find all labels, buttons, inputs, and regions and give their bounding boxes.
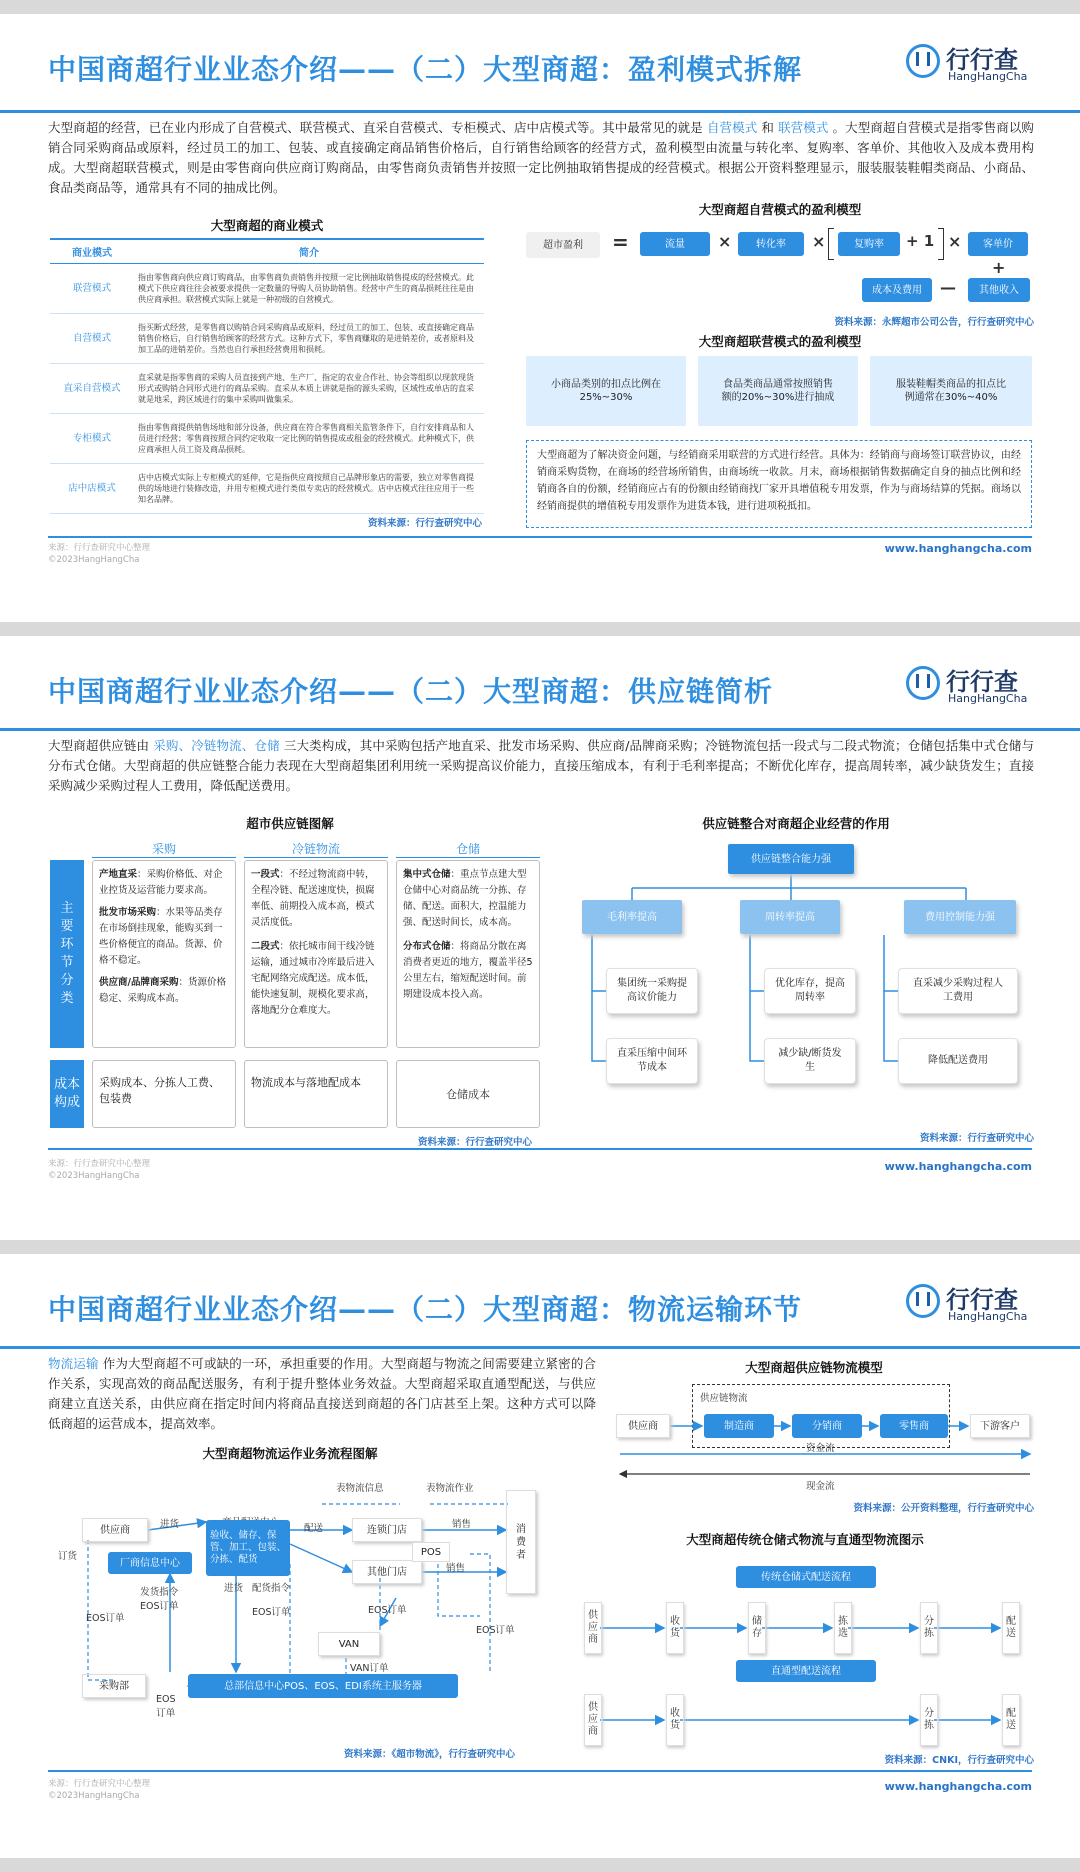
other-income-box: 其他收入	[968, 278, 1030, 302]
footer-rule	[48, 1770, 1032, 1772]
wh-step: 分拣	[920, 1602, 938, 1654]
footer-rule	[48, 1148, 1032, 1150]
intro-paragraph: 大型商超供应链由 采购、冷链物流、仓储 三大类构成，其中采购包括产地直采、批发市场采购、供应商/品牌商采购；冷链物流包括一段式与二段式物流；仓储包括集中式仓储与分布式仓储。大型商超的供应链整合能力表现在大型商超集团利用统一采购提高议价能力，直接压缩成本，有利于毛利率提高；不断优化库存，提高周转率，减少缺货发生；直接采购减少采购过程人工费用，降低配送费用。	[48, 738, 1034, 793]
joint-model-title: 大型商超联营模式的盈利模型	[698, 334, 862, 349]
mid-node: 周转率提高	[740, 900, 840, 934]
footer-rule	[48, 536, 1032, 538]
header-rule	[0, 110, 1080, 113]
footer-note: 来源：行行查研究中心整理 ©2023HangHangCha	[48, 1159, 151, 1181]
website-link[interactable]: www.hanghangcha.com	[884, 542, 1032, 555]
wh-step: 供应商	[584, 1602, 602, 1654]
footer-note: 来源：行行查研究中心整理 ©2023HangHangCha	[48, 1779, 151, 1801]
page-separator	[0, 1240, 1080, 1254]
page-title: 中国商超行业业态介绍——（二）大型商超：供应链简析	[48, 675, 774, 708]
leaf-node: 集团统一采购提高议价能力	[606, 968, 698, 1014]
page-title: 中国商超行业业态介绍——（二）大型商超：盈利模式拆解	[48, 53, 803, 86]
cost-box: 成本及费用	[862, 278, 932, 302]
flow-title: 大型商超物流运作业务流程图解	[202, 1446, 378, 1461]
leaf-node: 直采压缩中间环节成本	[606, 1038, 698, 1084]
brand-logo: 行行查 HangHangCha	[906, 1280, 1036, 1328]
direct-flow-label: 直通型配送流程	[736, 1660, 876, 1682]
wh-step: 储存	[748, 1602, 766, 1654]
intro-paragraph: 物流运输 作为大型商超不可或缺的一环，承担重要的作用。大型商超与物流之间需要建立紧密的合作关系，实现高效的商品配送服务，有利于提升整体业务效益。大型商超采取直通型配送，与供应商建立直送关系，由供应商在指定时间内将商品直接送到商超的各门店甚至上架。这种方式可以降低商超的运营成本，提高效率。	[48, 1356, 596, 1431]
profit-model-title: 大型商超自营模式的盈利模型	[698, 202, 862, 217]
slide-logistics: 中国商超行业业态介绍——（二）大型商超：物流运输环节 行行查 HangHangCha 物流运输 作为大型商超不可或缺的一环，承担重要的作用。大型商超与物流之间需要建立紧密的合作关系，实现高效的商品配送服务，有利于提升整体业务效益。大型商超采取直通型配送，与供应商建立直送关系，由供应商在指定时间内将商品直接送到商超的各门店甚至上架。这种方式可以降低商超的运营成本，提高效率。 大型商超物流运作业务流程图解 验收、储存、保管、加工、包装、分拣、配货 供应商 厂商信息中心 连锁门店 其他门店 POS 消费者 VAN 总部信息中心POS、EOS、EDI系统主服务器 采购部 进货 订货 发货指令 EOS订单 EOS订单 配送 进货 配货指令 表物流信息 表物流作业 销售 销售 EOS订单 EOS订单 EOS订单 VAN订单 EOS 订单 资料来源：《超市物流》，行行查研究中心 大型商超供应链物流模型 供应链物流 供应商 制造商 分销商 零售商 下游客户 资金流 现金流 资料来源：公开资料整理，行行查研究中心 大型商超传统仓储式物流与直通型物流图示 传统仓储式配送流程 直通型配送流程 供应商 收货 储存 拣选 分拣 配送 供应商 收货 分拣 配送 资料来源：CNKI，行行查研究中心 来源：行行查研究中心整理 ©2023HangHangCha www.hanghangcha.com	[0, 1254, 1080, 1858]
col-header: 冷链物流	[244, 840, 388, 858]
pos-node: POS	[412, 1542, 450, 1562]
source-note: 资料来源：《超市物流》，行行查研究中心	[344, 1749, 516, 1760]
storage-column: 集中式仓储：重点节点建大型仓储中心对商品统一分拣、存储、配送。面积大，控温能力强、配送时间长，成本高。 分布式仓储：将商品分散在离消费者更近的地方，覆盖半径5公里左右，缩短配送时间。前期建设成本投入高。	[396, 860, 540, 1048]
footer-note: 来源：行行查研究中心整理 ©2023HangHangCha	[48, 543, 151, 565]
col-header: 仓储	[396, 840, 540, 858]
joint-box: 服装鞋帽类商品的扣点比例通常在30%~40%	[870, 356, 1032, 426]
warehouse-title: 大型商超传统仓储式物流与直通型物流图示	[686, 1532, 924, 1547]
hq-node: 总部信息中心POS、EOS、EDI系统主服务器	[188, 1674, 458, 1698]
chain-store-node: 连锁门店	[352, 1518, 422, 1542]
side-main-label: 主要环节分类	[50, 860, 84, 1048]
equals-sign: =	[612, 230, 629, 254]
source-note: 资料来源：行行查研究中心	[919, 1133, 1034, 1144]
brand-logo: 行行查 HangHangCha	[906, 40, 1036, 88]
purchase-dept-node: 采购部	[82, 1674, 146, 1698]
table-row: 店中店模式 店中店模式实际上专柜模式的延伸，它是指供应商按照自己品牌形象店的需要，独立对零售商提供的场地进行装修改造，并用专柜模式进行类似专卖店的经营模式。店中店模式往往应用于一些知名品牌。	[50, 464, 484, 514]
table-row: 自营模式 指买断式经营，是零售商以购销合同采购商品或原料，经过员工的加工、包装、或直接确定商品销售价格后，自行销售给顾客的经营方式。这种方式下，零售商赚取的是进销差价，或者原料及加工品的进销差价。当然也自行承担经营费用和损耗。	[50, 314, 484, 364]
mid-node: 毛利率提高	[582, 900, 682, 934]
source-note: 资料来源：行行查研究中心	[368, 518, 483, 529]
logistics-column: 一段式：不经过物流商中转，全程冷链、配送速度快，损腐率低、前期投入成本高，模式灵活度低。 二段式：依托城市间干线冷链运输，通过城市冷库最后进入宅配网络完成配送。成本低，能快速复制，规模化要求高，落地配分仓难度大。	[244, 860, 388, 1048]
cost-cell: 物流成本与落地配成本	[244, 1060, 388, 1128]
business-model-table	[50, 238, 484, 514]
page-separator	[0, 0, 1080, 14]
side-cost-label: 成本构成	[50, 1060, 84, 1128]
joint-box: 小商品类别的扣点比例在25%~30%	[526, 356, 686, 426]
factory-info-node: 厂商信息中心	[108, 1552, 192, 1574]
page-separator	[0, 622, 1080, 636]
source-note: 资料来源：CNKI，行行查研究中心	[884, 1755, 1034, 1766]
cost-cell: 采购成本、分拣人工费、包装费	[92, 1060, 236, 1128]
page-title: 中国商超行业业态介绍——（二）大型商超：物流运输环节	[48, 1293, 803, 1326]
leaf-node: 减少缺/断货发生	[764, 1038, 856, 1084]
integration-title: 供应链整合对商超企业经营的作用	[702, 816, 890, 831]
wh-step: 收货	[666, 1694, 684, 1746]
wh-step: 拣选	[834, 1602, 852, 1654]
table-row: 专柜模式 指由零售商提供销售场地和部分设备，供应商在符合零售商相关监管条件下，自行安排商品和人员进行经营；零售商按照合同约定收取一定比例的销售提成或租金的经营模式。此种模式下，供应商承担人员工资及商品损耗。	[50, 414, 484, 464]
col-header: 采购	[92, 840, 236, 858]
ticket-box: 客单价	[968, 232, 1028, 256]
leaf-node: 直采减少采购过程人工费用	[898, 968, 1018, 1014]
mid-node: 费用控制能力强	[904, 900, 1016, 934]
other-store-node: 其他门店	[352, 1560, 422, 1584]
wh-step: 收货	[666, 1602, 684, 1654]
table-header: 商业模式	[50, 239, 134, 264]
website-link[interactable]: www.hanghangcha.com	[884, 1780, 1032, 1793]
profit-box: 超市盈利	[526, 232, 600, 258]
table-title: 大型商超的商业模式	[210, 218, 324, 233]
flow-box: 流量	[640, 232, 710, 256]
joint-note: 大型商超为了解决资金问题，与经销商采用联营的方式进行经营。具体为：经销商与商场签订联营协议，由经销商采购货物，在商场的经营场所销售，由商场统一收款。月末，商场根据销售数据确定自身的抽点比例和经销商各自的份额，经销商应占有的份额由经销商找厂家开具增值税专用发票，作为与商场结算的凭据。商场以经销商提供的增值税专用发票作为进货本钱，进行进项税抵扣。	[526, 440, 1032, 528]
van-node: VAN	[318, 1632, 380, 1656]
traditional-flow-label: 传统仓储式配送流程	[736, 1566, 876, 1588]
intro-paragraph: 大型商超的经营，已在业内形成了自营模式、联营模式、直采自营模式、专柜模式、店中店模式等。其中最常见的就是 自营模式 和 联营模式 。大型商超自营模式是指零售商以购销合同采购商品或原料，经过员工的加工、包装、或直接确定商品销售价格后，自行销售给顾客的经营方式，盈利模型由流量与转化率、复购率、客单价、其他收入及成本费用构成。大型商超联营模式，则是由零售商向供应商订购商品，由零售商负责销售并按照一定比例抽取销售提成的经营模式。根据公开资料整理显示，服装服装鞋帽类商品、小商品、食品类商品等，通常具有不同的抽成比例。	[48, 120, 1034, 195]
model-title: 大型商超供应链物流模型	[745, 1360, 883, 1375]
page-separator	[0, 1858, 1080, 1872]
source-note: 资料来源：永辉超市公司公告，行行查研究中心	[834, 317, 1034, 328]
cost-cell: 仓储成本	[396, 1060, 540, 1128]
root-node: 供应链整合能力强	[728, 844, 854, 874]
supplier-node: 供应商	[82, 1518, 148, 1542]
consumer-node: 消费者	[506, 1490, 536, 1594]
purchase-column: 产地直采：采购价格低、对企业控货及运营能力要求高。 批发市场采购：水果等品类存在市场倒挂现象，能购买到一些价格便宜的商品。货源、价格不稳定。 供应商/品牌商采购：货源价格稳定、采购成本高。	[92, 860, 236, 1048]
warehouse-connectors	[0, 1254, 1080, 1858]
conversion-box: 转化率	[738, 232, 804, 256]
leaf-node: 优化库存，提高周转率	[764, 968, 856, 1014]
model-supplier: 供应商	[616, 1414, 670, 1438]
model-downstream: 下游客户	[970, 1414, 1030, 1438]
brand-logo: 行行查 HangHangCha	[906, 662, 1036, 710]
wh-step: 配送	[1002, 1694, 1020, 1746]
website-link[interactable]: www.hanghangcha.com	[884, 1160, 1032, 1173]
slide-supply-chain	[0, 636, 1080, 1240]
repurchase-box: 复购率	[838, 232, 900, 256]
wh-step: 分拣	[920, 1694, 938, 1746]
wh-step: 配送	[1002, 1602, 1020, 1654]
source-note: 资料来源：行行查研究中心	[418, 1137, 533, 1148]
supply-chain-title: 超市供应链图解	[246, 816, 334, 831]
joint-box: 食品类商品通常按照销售额的20%~30%进行抽成	[698, 356, 858, 426]
model-dist: 分销商	[792, 1414, 862, 1438]
slide-profit-model: 中国商超行业业态介绍——（二）大型商超：盈利模式拆解 行行查 HangHangCha 大型商超的经营，已在业内形成了自营模式、联营模式、直采自营模式、专柜模式、店中店模式等。其中最常见的就是 自营模式 和 联营模式 。大型商超自营模式是指零售商以购销合同采购商品或原料，经过员工的加工、包装、或直接确定商品销售价格后，自行销售给顾客的经营方式，盈利模型由流量与转化率、复购率、客单价、其他收入及成本费用构成。大型商超联营模式，则是由零售商向供应商订购商品，由零售商负责销售并按照一定比例抽取销售提成的经营模式。根据公开资料整理显示，服装服装鞋帽类商品、小商品、食品类商品等，通常具有不同的抽成比例。 大型商超的商业模式 商业模式 简介 联营模式 指由零售商向供应商订购商品，由零售商负责销售并按照一定比例抽取销售提成的经营模式。此模式下供应商往往会被要求提供一定数量的导购人员协助销售。经营中产生的商品损耗往往是由供应商承担。联营模式实际上就是一种初级的自营模式。 自营模式 指买断式经营，是零售商以购销合同采购商品或原料，经过员工的加工、包装、或直接确定商品销售价格后，自行销售给顾客的经营方式。这种方式下，零售商赚取的是进销差价，或者原料及加工品的进销差价。当然也自行承担经营费用和损耗。 直采自营模式 直采就是指零售商的采购人员直接到产地、生产厂、指定的农业合作社、协会等组织以现款现货形式或购销合同形式进行的商品采购。直采从本质上讲就是指的源头采购，区域性或单店的直采就是地采，跨区域进行的集中采购叫做集采。 专柜模式 指由零售商提供销售场地和部分设备，供应商在符合零售商相关监管条件下，自行安排商品和人员进行经营；零售商按照合同约定收取一定比例的销售提成或租金的经营模式。此种模式下，供应商承担人员工资及商品损耗。 店中店模式 店中店模式实际上专柜模式的延伸，它是指供应商按照自己品牌形象店的需要，独立对零售商提供的场地进行装修改造，并用专柜模式进行类似专卖店的经营模式。店中店模式往往应用于一些知名品牌。 资料来源：行行查研究中心 大型商超自营模式的盈利模型 超市盈利 = 流量 × 转化率 × 复购率 + 1 × 客单价 + 成本及费用 — 其他收入 资料来源：永辉超市公司公告，行行查研究中心 大型商超联营模式的盈利模型 小商品类别的扣点比例在25%~30% 食品类商品通常按照销售额的20%~30%进行抽成 服装鞋帽类商品的扣点比例通常在30%~40% 大型商超为了解决资金问题，与经销商采用联营的方式进行经营。具体为：经销商与商场签订联营协议，由经销商采购货物，在商场的经营场所销售，由商场统一收款。月末，商场根据销售数据确定自身的抽点比例和经销商各自的份额，经销商应占有的份额由经销商找厂家开具增值税专用发票，作为与商场结算的凭据。商场以经销商提供的增值税专用发票作为进货本钱，进行进项税抵扣。 来源：行行查研究中心整理 ©2023HangHangCha www.hanghangcha.com	[0, 14, 1080, 622]
wh-step: 供应商	[584, 1694, 602, 1746]
table-row: 联营模式 指由零售商向供应商订购商品，由零售商负责销售并按照一定比例抽取销售提成的经营模式。此模式下供应商往往会被要求提供一定数量的导购人员协助销售。经营中产生的商品损耗往往是由供应商承担。联营模式实际上就是一种初级的自营模式。	[50, 264, 484, 314]
source-note: 资料来源：公开资料整理，行行查研究中心	[853, 1503, 1034, 1514]
distribution-center: 验收、储存、保管、加工、包装、分拣、配货	[206, 1520, 290, 1576]
model-mfg: 制造商	[704, 1414, 774, 1438]
table-row: 直采自营模式 直采就是指零售商的采购人员直接到产地、生产厂、指定的农业合作社、协会等组织以现款现货形式或购销合同形式进行的商品采购。直采从本质上讲就是指的源头采购，区域性或单店的直采就是地采，跨区域进行的集中采购叫做集采。	[50, 364, 484, 414]
leaf-node: 降低配送费用	[898, 1038, 1018, 1084]
model-retail: 零售商	[880, 1414, 948, 1438]
table-header: 简介	[134, 239, 484, 264]
